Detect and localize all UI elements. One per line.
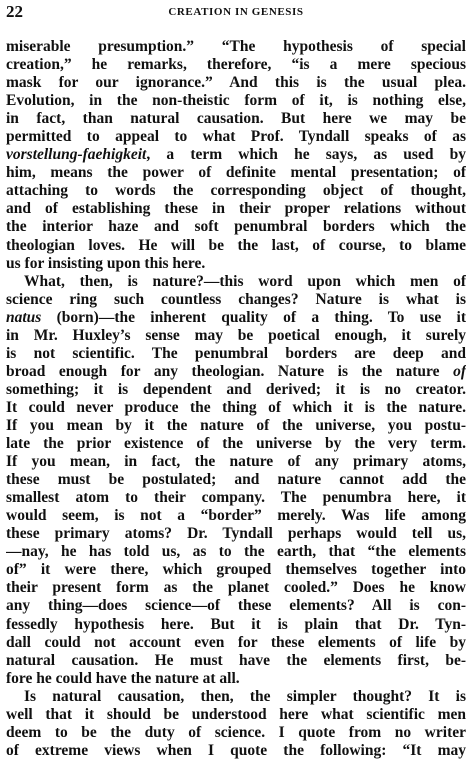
page-header [6,2,466,24]
text-line: dall could not account even for these elements of life by [6,633,466,651]
text-line: fessedly hypothesis here. But it is plain that Dr. Tyn- [6,615,466,633]
text-line: and of establishing these in their proper relations without [6,200,466,218]
text-line: creation,” he remarks, therefore, “is a mere specious [6,56,466,74]
text-line: in fact, than natural causation. But here we may be [6,110,466,128]
text-line: the interior haze and soft penumbral borders which the [6,218,466,236]
text-line: these primary atoms? Dr. Tyndall perhaps would tell us, [6,525,466,543]
text-line: What, then, is nature?—this word upon which men of [24,272,466,290]
text-line: would seem, is not a “border” merely. Was life among [6,507,466,525]
text-line: smallest atom to their company. The penumbra here, it [6,489,466,507]
text-line: well that it should be understood here what scientific men [6,705,466,723]
text-line: theologian loves. He will be the last, of course, to blame [6,236,466,254]
text-line: these must be postulated; and nature cannot add the [6,471,466,489]
text-line: deem to be the duty of science. I quote from no writer [6,723,466,741]
text-line: broad enough for any theologian. Nature is the nature of [6,362,466,380]
text-line: Evolution, in the non-theistic form of it, is nothing else, [6,92,466,110]
text-line: Is natural causation, then, the simpler thought? It is [24,687,466,705]
text-line: their present form as the planet cooled.” Does he know [6,579,466,597]
text-line: of extreme views when I quote the following: “It may [6,741,466,759]
text-line: permitted to appeal to what Prof. Tyndall speaks of as [6,128,466,146]
running-title: CREATION IN GENESIS [168,6,304,18]
text-line: something; it is dependent and derived; it is no creator. [6,380,466,398]
page-number: 22 [6,2,23,21]
text-line: If you mean by it the nature of the universe, you postu- [6,416,466,434]
text-line: natus (born)—the inherent quality of a thing. To use it [6,308,466,326]
text-line: science ring such countless changes? Nature is what is [6,290,466,308]
text-line: any thing—does science—of these elements? All is con- [6,597,466,615]
text-line: If you mean, in fact, the nature of any primary atoms, [6,453,466,471]
text-line: —nay, he has told us, as to the earth, that “the elements [6,543,466,561]
text-line: miserable presumption.” “The hypothesis of special [6,38,466,55]
text-line: mask for our ignorance.” And this is the usual plea. [6,74,466,92]
text-line: natural causation. He must have the elements first, be- [6,651,466,669]
text-line: us for insisting upon this here. [6,254,206,272]
text-line: attaching to words the corresponding object of thought, [6,182,466,200]
text-line: him, means the power of definite mental presentation; of [6,164,466,182]
text-line: is not scientific. The penumbral borders are deep and [6,344,466,362]
text-line: in Mr. Huxley’s sense may be poetical enough, it surely [6,326,466,344]
text-line: It could never produce the thing of which it is the nature. [6,398,466,416]
text-line: late the prior existence of the universe by the very term. [6,435,466,453]
text-line: fore he could have the nature at all. [6,669,240,687]
text-line: of” it were there, which grouped themselves together into [6,561,466,579]
text-line: vorstellung-faehigkeit, a term which he says, as used by [6,146,466,164]
body-text [6,38,466,760]
